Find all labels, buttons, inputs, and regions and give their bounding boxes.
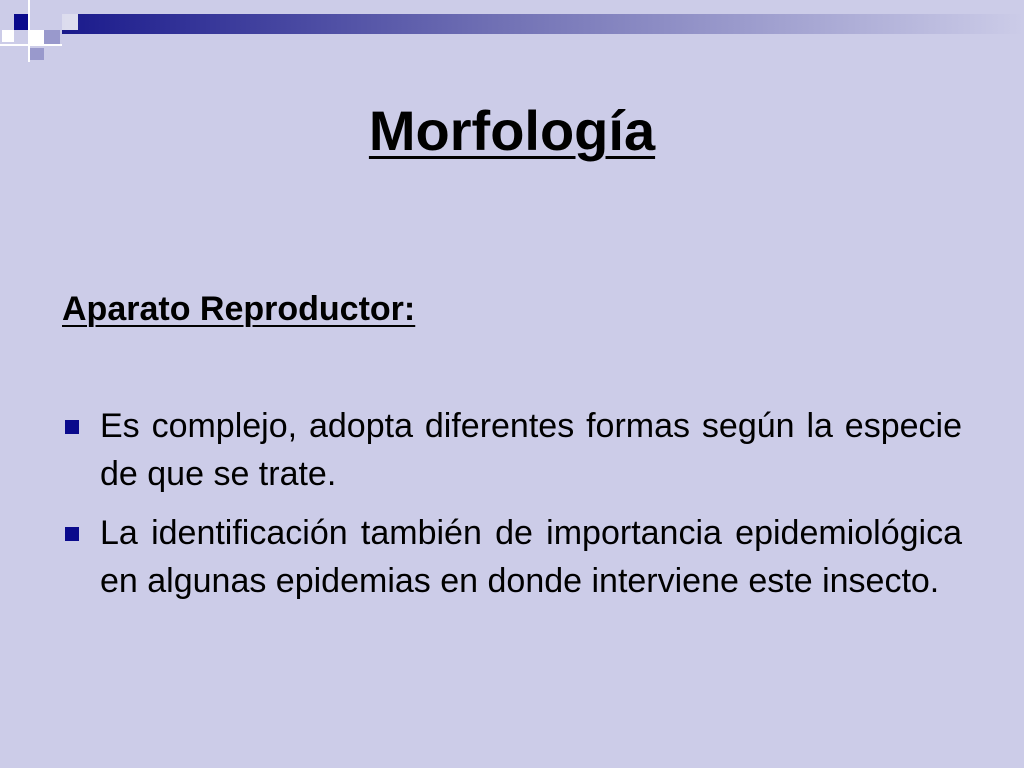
decor-square bbox=[30, 48, 44, 60]
slide-title: Morfología bbox=[368, 99, 656, 162]
list-item bbox=[60, 402, 962, 498]
bullet-square-icon bbox=[65, 527, 79, 541]
list-item bbox=[60, 509, 962, 605]
bullet-list bbox=[60, 402, 962, 616]
bullet-text: Es complejo, adopta diferentes formas según la especie de que se trate. bbox=[100, 407, 962, 493]
decor-square bbox=[30, 30, 44, 44]
bullet-text: La identificación también de importancia epidemiológica en algunas epidemias en donde interviene este insecto. bbox=[100, 514, 962, 600]
section-heading: Aparato Reproductor: bbox=[62, 290, 416, 328]
decor-square bbox=[44, 30, 60, 46]
decor-line bbox=[0, 44, 62, 46]
decor-square bbox=[14, 14, 30, 30]
bullet-square-icon bbox=[65, 420, 79, 434]
gradient-band bbox=[62, 14, 1024, 34]
decor-line bbox=[28, 0, 30, 62]
decor-square bbox=[2, 30, 14, 42]
corner-decoration bbox=[0, 0, 1024, 70]
decor-square bbox=[62, 14, 78, 30]
